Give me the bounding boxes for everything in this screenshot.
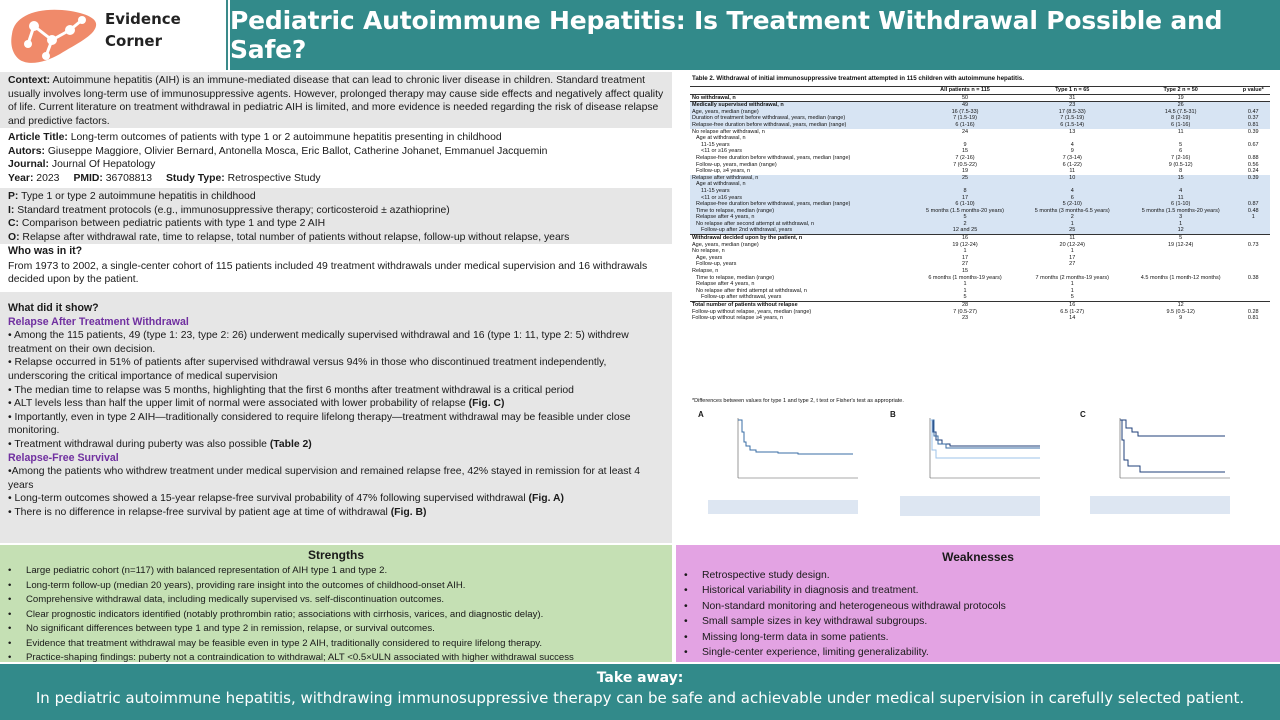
withdrawal-table xyxy=(690,86,1270,322)
strength-item: • Practice-shaping findings: puberty not a contraindication to withdrawal; ALT <0.5×ULN associated with higher withdrawal success xyxy=(8,651,672,666)
page-title: Pediatric Autoimmune Hepatitis: Is Treatment Withdrawal Possible and Safe? xyxy=(230,6,1223,64)
table-caption: Table 2. Withdrawal of initial immunosuppressive treatment attempted in 115 children with autoimmune hepatitis. xyxy=(692,75,1024,82)
pico-i: Standard treatment protocols (e.g., immunosuppressive therapy; corticosteroid ± azathioprine) xyxy=(14,204,450,216)
table-cell: 16 (7.5-33) xyxy=(910,109,1019,116)
table-cell: 23 xyxy=(961,315,969,322)
takeaway-heading: Take away: xyxy=(596,670,684,686)
relapse-subheading: Relapse After Treatment Withdrawal xyxy=(8,315,189,328)
table-cell: 7 (1.5-19) xyxy=(1020,115,1125,122)
table-cell: 14 xyxy=(1069,315,1076,322)
table-cell: 0.37 xyxy=(1237,115,1270,122)
table-row xyxy=(690,214,1270,221)
table-row xyxy=(690,175,1270,182)
table-cell xyxy=(1237,148,1270,155)
finding-2: • Relapse occurred in 51% of patients after supervised withdrawal versus 94% in those who discontinued treatment independently, underscoring the critical importance of medical supervision xyxy=(8,357,607,382)
table-cell: 28 xyxy=(910,302,1019,309)
article-title: Long-term outcomes of patients with type 1 or 2 autoimmune hepatitis presenting in childhood xyxy=(67,132,502,143)
pmid-label: PMID: xyxy=(73,172,103,184)
table-cell: 19 xyxy=(961,168,969,175)
table-cell: 9 (0.5-12) xyxy=(1168,161,1193,168)
table-row xyxy=(690,281,1270,288)
table-cell xyxy=(1237,102,1270,109)
finding-9-ref: (Fig. B) xyxy=(390,506,427,518)
km-plot-c xyxy=(1080,410,1250,520)
km-figure-c xyxy=(1080,410,1250,520)
table-cell: No withdrawal, n xyxy=(692,94,736,101)
authors-label: Autors: xyxy=(8,145,45,157)
table-cell: Age at withdrawal, n xyxy=(690,181,910,188)
table-cell: 6 (1.5-14) xyxy=(1020,122,1125,129)
table-cell: 50 xyxy=(961,94,969,101)
weakness-item: • Missing long-term data in some patients. xyxy=(684,630,1280,645)
table-row xyxy=(690,201,1270,208)
table-cell: 23 xyxy=(1020,102,1125,109)
table-cell: 5 xyxy=(910,214,1019,221)
table-cell: 49 xyxy=(910,102,1019,109)
table-cell: 0.87 xyxy=(1237,201,1270,208)
pico-o: Relapse after withdrawal rate, time to relapse, total number of patients without relapse, follow-up without relapse, years xyxy=(19,231,570,243)
table-cell: <11 or ≥16 years xyxy=(690,195,910,202)
table-cell xyxy=(1237,188,1270,195)
table-row xyxy=(690,288,1270,295)
table-cell xyxy=(910,135,1019,142)
strength-item: • Large pediatric cohort (n=117) with balanced representation of AIH type 1 and type 2. xyxy=(8,564,672,579)
table-cell xyxy=(1237,227,1270,234)
findings-box xyxy=(0,292,672,543)
table-cell: 6 (1-16) xyxy=(1125,122,1237,129)
table-cell: 5 xyxy=(1179,141,1183,148)
table-cell: 11-15 years xyxy=(690,188,910,195)
table-cell: Relapse-free duration before withdrawal, years, median (range) xyxy=(690,122,910,129)
table-cell: 0.81 xyxy=(1237,122,1270,129)
table-row xyxy=(690,102,1270,109)
table-row xyxy=(690,255,1270,262)
table-header-cell: Type 2 n = 50 xyxy=(1125,87,1237,95)
table-cell: Age, years xyxy=(696,254,723,261)
table-cell: 6 (1-10) xyxy=(1125,201,1237,208)
table-cell: 11 xyxy=(1177,128,1184,135)
table-cell xyxy=(1020,181,1125,188)
fig-a-label: A xyxy=(698,410,704,419)
km-figure-a xyxy=(698,410,863,520)
table-cell: 13 xyxy=(1069,128,1076,135)
table-cell: 11 xyxy=(1020,235,1125,242)
who-heading: Who was in it? xyxy=(8,245,83,257)
table-cell: 26 xyxy=(1125,102,1237,109)
table-cell: 7 (0.5-27) xyxy=(953,308,977,315)
table-row xyxy=(690,294,1270,301)
table-row xyxy=(690,235,1270,242)
table-row xyxy=(690,302,1270,309)
finding-8-ref: (Fig. A) xyxy=(528,493,564,505)
table-row xyxy=(690,115,1270,122)
table-cell xyxy=(1237,221,1270,228)
table-cell xyxy=(1125,261,1237,268)
table-cell: Age at withdrawal, n xyxy=(696,135,746,142)
table-cell: 1 xyxy=(1070,248,1074,255)
table-cell: 2 xyxy=(910,221,1019,228)
table-header-cell: p value* xyxy=(1237,87,1270,95)
table-cell xyxy=(1237,281,1270,288)
strength-item: • Long-term follow-up (median 20 years), providing rare insight into the outcomes of childhood-onset AIH. xyxy=(8,579,672,594)
year-label: Year: xyxy=(8,172,34,184)
table-cell: 7 (2-16) xyxy=(1171,154,1191,161)
table-cell: Follow-up, years, median (range) xyxy=(696,161,777,168)
table-cell: 0.28 xyxy=(1247,308,1259,315)
context-label: Context: xyxy=(8,75,51,86)
pico-box xyxy=(0,188,672,244)
rfs-subheading: Relapse-Free Survival xyxy=(8,451,119,464)
table-header-cell xyxy=(690,87,910,95)
table-cell: 1 xyxy=(963,281,967,288)
table-cell: 9.5 (0.5-12) xyxy=(1166,308,1195,315)
journal-label: Journal: xyxy=(8,159,49,171)
table-row xyxy=(690,162,1270,169)
table-cell: Withdrawal decided upon by the patient, n xyxy=(690,235,910,242)
table-cell: 5 (2-10) xyxy=(1020,201,1125,208)
table-row xyxy=(690,208,1270,215)
finding-7: •Among the patients who withdrew treatment under medical supervision and remained relapse free, 42% stayed in remission for at least 4 years xyxy=(8,466,641,491)
table-cell: 8 xyxy=(1179,168,1183,175)
table-cell: 27 xyxy=(961,261,969,268)
strengths-list xyxy=(0,564,672,666)
strengths-heading: Strengths xyxy=(307,548,364,562)
authors: Giuseppe Maggiore, Olivier Bernard, Antonella Mosca, Eric Ballot, Catherine Johanet, Emmanuel Jacquemin xyxy=(44,145,548,157)
findings-heading: What did it show? xyxy=(8,302,99,314)
table-cell: 6 (1-22) xyxy=(1062,161,1082,168)
table-cell: 0.48 xyxy=(1237,208,1270,215)
table-cell: 19 (12-24) xyxy=(952,241,978,248)
table-cell: 6 months (1 months-19 years) xyxy=(928,274,1002,281)
table-row xyxy=(690,242,1270,249)
finding-6: • Treatment withdrawal during puberty was also possible xyxy=(8,438,270,450)
weaknesses-box xyxy=(676,545,1280,662)
strength-item: • No significant differences between type 1 and type 2 in remission, relapse, or survival outcomes. xyxy=(8,622,672,637)
table-cell: 6 (1-16) xyxy=(910,122,1019,129)
table-cell: 7 (2-16) xyxy=(955,154,975,161)
table-cell: 6.5 (1-27) xyxy=(1060,308,1085,315)
table-row xyxy=(690,181,1270,188)
table-cell: Age, years, median (range) xyxy=(690,109,910,116)
table-cell: Total number of patients without relapse xyxy=(690,302,910,309)
table-cell: 8 xyxy=(910,188,1019,195)
journal: Journal Of Hepatology xyxy=(49,159,156,171)
page-title-bar xyxy=(230,0,1280,70)
table-cell: Follow-up after withdrawal, years xyxy=(701,294,782,301)
table-cell: 5 xyxy=(1070,294,1074,301)
table-cell: Time to relapse, median (range) xyxy=(696,274,775,281)
table-row xyxy=(690,309,1270,316)
table-cell: Relapse after withdrawal, n xyxy=(690,175,910,182)
pico-p: Type 1 or type 2 autoimmune hepatitis in childhood xyxy=(18,191,256,202)
table-cell: 2 xyxy=(1020,214,1125,221)
finding-5: • Importantly, even in type 2 AIH—traditionally considered to require lifelong therapy—treatment withdrawal may be feasible under close monitoring. xyxy=(8,411,631,437)
fig-b-label: B xyxy=(890,410,896,419)
finding-6-ref: (Table 2) xyxy=(269,438,312,450)
km-plot-b xyxy=(890,410,1055,520)
table-cell: No relapse after withdrawal, n xyxy=(692,128,765,135)
logo-text: Evidence Corner xyxy=(105,10,181,50)
table-row xyxy=(690,268,1270,275)
table-row xyxy=(690,94,1270,102)
article-title-label: Article Title: xyxy=(8,132,68,143)
table-cell xyxy=(1237,261,1270,268)
table-cell: 0.38 xyxy=(1247,274,1259,281)
finding-8: • Long-term outcomes showed a 15-year relapse-free survival probability of 47% following supervised withdrawal xyxy=(8,493,529,505)
table-row xyxy=(690,168,1270,175)
table-cell: Age, years, median (range) xyxy=(692,241,759,248)
takeaway-bar xyxy=(0,664,1280,720)
table-cell: Medically supervised withdrawal, n xyxy=(690,102,910,109)
table-cell xyxy=(1125,268,1237,275)
who-box xyxy=(0,243,672,289)
table-cell: 9 xyxy=(963,141,967,148)
pico-c: Comparison between pediatric patients with type 1 and type 2 AIH xyxy=(18,218,326,230)
strength-item: • Comprehensive withdrawal data, including medically supervised vs. self-discontinuation outcomes. xyxy=(8,593,672,608)
weakness-item: • Retrospective study design. xyxy=(684,568,1280,583)
context-box xyxy=(0,72,672,128)
context-text: Autoimmune hepatitis (AIH) is an immune-mediated disease that can lead to chronic liver disease in children. Standard treatment usually involves long-term use of immunosuppressive agents. However, prolonged therapy may cause side effects and negatively affect quality of life. Current literature on treatment withdrawal in pediatric AIH is limited, and more evidence is needed regarding the risk of disease relapse and predictive factors. xyxy=(8,75,664,127)
table-cell: 4 xyxy=(1125,188,1237,195)
table-cell: 6 xyxy=(1020,195,1125,202)
table-cell: 4 xyxy=(1020,188,1125,195)
table-cell: 16 xyxy=(910,235,1019,242)
table-cell: 1 xyxy=(1070,281,1074,288)
table-cell: No relapse after third attempt at withdrawal, n xyxy=(696,287,807,294)
table-cell: 15 xyxy=(1125,175,1237,182)
finding-3: • The median time to relapse was 5 months, highlighting that the first 6 months after treatment withdrawal is a critical period xyxy=(8,384,574,396)
table-cell xyxy=(1125,135,1237,142)
table-cell: 12 xyxy=(1125,227,1237,234)
table-row xyxy=(690,261,1270,268)
table-cell: 3 xyxy=(1125,214,1237,221)
table-row xyxy=(690,148,1270,155)
table-cell: 4.5 months (1 month-12 months) xyxy=(1140,274,1221,281)
table-cell: 27 xyxy=(1069,261,1076,268)
table-cell: Duration of treatment before withdrawal, years, median (range) xyxy=(690,115,910,122)
table-cell: 17 xyxy=(910,195,1019,202)
table-cell: 0.88 xyxy=(1247,154,1259,161)
table-cell: Relapse, n xyxy=(692,268,719,275)
table-cell: Relapse after 4 years, n xyxy=(690,214,910,221)
table-cell: Follow-up, years xyxy=(696,261,737,268)
table-cell: 0.39 xyxy=(1237,175,1270,182)
table-cell: 24 xyxy=(961,128,969,135)
table-cell: 6 (1-10) xyxy=(910,201,1019,208)
weaknesses-heading: Weaknesses xyxy=(942,550,1014,564)
table-row xyxy=(690,135,1270,142)
table-figure-panel xyxy=(680,72,1280,542)
table-row xyxy=(690,248,1270,255)
finding-4-ref: (Fig. C) xyxy=(468,398,505,410)
who-text: From 1973 to 2002, a single-center cohort of 115 patients included 49 treatment withdrawals under medical supervision and 16 withdrawals decided upon by the patient. xyxy=(8,260,648,286)
table-cell: Relapse-free duration before withdrawal, years, median (range) xyxy=(690,201,910,208)
table-cell: 25 xyxy=(910,175,1019,182)
table-cell: No relapse, n xyxy=(692,248,725,255)
table-cell: 7 (3-14) xyxy=(1062,154,1082,161)
table-cell: 19 xyxy=(1177,94,1184,101)
table-cell: Follow-up without relapse, years, median (range) xyxy=(692,308,812,315)
table-cell: 17 xyxy=(961,254,969,261)
strength-item: • Evidence that treatment withdrawal may be feasible even in type 2 AIH, traditionally considered to require lifelong therapy. xyxy=(8,637,672,652)
table-cell xyxy=(1237,268,1270,275)
table-header-cell: All patients n = 115 xyxy=(910,87,1019,95)
table-cell xyxy=(1125,288,1237,295)
table-cell xyxy=(1125,181,1237,188)
table-cell: 9 xyxy=(1179,315,1183,322)
table-cell: 1 xyxy=(1020,221,1125,228)
table-cell xyxy=(1020,135,1125,142)
pmid: 36708813 xyxy=(102,172,152,184)
table-cell xyxy=(1237,94,1270,102)
table-cell: 1 xyxy=(963,287,967,294)
weakness-item: • Small sample sizes in key withdrawal subgroups. xyxy=(684,614,1280,629)
table-cell xyxy=(1125,281,1237,288)
table-cell: 19 (12-24) xyxy=(1167,241,1194,248)
table-cell: 9 xyxy=(1070,148,1074,155)
table-cell: 31 xyxy=(1069,94,1076,101)
table-row xyxy=(690,195,1270,202)
pico-i-label: I: xyxy=(8,204,15,216)
table-cell: 1 xyxy=(1070,287,1074,294)
table-cell: 5 months (3 months-6.5 years) xyxy=(1020,208,1125,215)
table-cell xyxy=(1125,248,1237,255)
table-cell: 12 and 25 xyxy=(910,227,1019,234)
table-cell: 0.24 xyxy=(1247,168,1259,175)
table-cell: 0.47 xyxy=(1237,109,1270,116)
finding-1: • Among the 115 patients, 49 (type 1: 23, type 2: 26) underwent medically supervised withdrawal and 16 (type 1: 11, type 2: 5) withdrew treatment on their own decision. xyxy=(8,330,629,355)
table-cell: 10 xyxy=(1020,175,1125,182)
liver-network-icon xyxy=(6,4,102,68)
table-cell xyxy=(1237,288,1270,295)
table-cell: 5 xyxy=(963,294,967,301)
table-cell xyxy=(1237,248,1270,255)
table-cell: 8 (2-19) xyxy=(1125,115,1237,122)
table-cell: Follow-up without relapse ≥4 years, n xyxy=(692,315,784,322)
table-cell: 25 xyxy=(1020,227,1125,234)
table-cell: 1 xyxy=(1125,221,1237,228)
table-cell: 7 (1.5-19) xyxy=(910,115,1019,122)
table-cell: 0.56 xyxy=(1247,161,1259,168)
takeaway-text: In pediatric autoimmune hepatitis, withdrawing immunosuppressive therapy can be safe and achievable under medical supervision in carefully selected patient. xyxy=(35,689,1245,707)
table-cell: 5 months (1.5 months-20 years) xyxy=(910,208,1019,215)
finding-9: • There is no difference in relapse-free survival by patient age at time of withdrawal xyxy=(8,506,391,518)
table-cell: 11 xyxy=(1069,168,1076,175)
weakness-item: • Single-center experience, limiting generalizability. xyxy=(684,645,1280,660)
table-row xyxy=(690,221,1270,228)
table-cell: 15 xyxy=(961,148,969,155)
table-cell xyxy=(1237,302,1270,309)
table-row xyxy=(690,129,1270,136)
fig-c-label: C xyxy=(1080,410,1086,419)
table-cell: 11 xyxy=(1125,195,1237,202)
table-cell: Relapse after 4 years, n xyxy=(696,281,755,288)
pico-o-label: O: xyxy=(8,231,20,243)
strength-item: • Clear prognostic indicators identified (notably prothrombin ratio; associations with cirrhosis, varices, and diagnostic delay). xyxy=(8,608,672,623)
study-type: Retrospective Study xyxy=(224,172,321,184)
table-cell: 16 xyxy=(1020,302,1125,309)
table-cell: 6 xyxy=(1179,148,1183,155)
weakness-item: • Historical variability in diagnosis and treatment. xyxy=(684,583,1280,598)
weakness-item: • Non-standard monitoring and heterogeneous withdrawal protocols xyxy=(684,599,1280,614)
strengths-box xyxy=(0,545,672,662)
table-cell xyxy=(1237,195,1270,202)
logo xyxy=(0,0,228,70)
table-cell: 11-15 years xyxy=(701,141,730,148)
pico-c-label: C: xyxy=(8,218,19,230)
table-cell: 0.39 xyxy=(1247,128,1259,135)
table-row xyxy=(690,109,1270,116)
table-cell xyxy=(1020,268,1125,275)
table-footnote: *Differences between values for type 1 and type 2, t test or Fisher's test as appropriate. xyxy=(692,398,904,404)
table-row xyxy=(690,188,1270,195)
table-cell: 7 (0.5-22) xyxy=(953,161,977,168)
table-cell: 5 months (1.5 months-20 years) xyxy=(1125,208,1237,215)
table-cell: 12 xyxy=(1125,302,1237,309)
table-cell xyxy=(1237,181,1270,188)
table-cell xyxy=(1237,135,1270,142)
article-box xyxy=(0,129,672,187)
table-cell: 1 xyxy=(1237,214,1270,221)
table-cell xyxy=(1125,255,1237,262)
table-cell: 20 (12-24) xyxy=(1059,241,1085,248)
table-cell: 5 xyxy=(1125,235,1237,242)
table-row xyxy=(690,227,1270,234)
table-cell xyxy=(1125,294,1237,301)
table-row xyxy=(690,315,1270,322)
table-cell xyxy=(1237,255,1270,262)
table-row xyxy=(690,142,1270,149)
km-plot-a xyxy=(698,410,863,520)
table-cell: 17 (8.5-33) xyxy=(1020,109,1125,116)
table-row xyxy=(690,275,1270,282)
finding-4: • ALT levels less than half the upper limit of normal were associated with lower probability of relapse xyxy=(8,398,469,410)
table-cell: 15 xyxy=(961,268,969,275)
table-header-cell: Type 1 n = 65 xyxy=(1020,87,1125,95)
table-cell: 14.5 (7.5-31) xyxy=(1125,109,1237,116)
table-row xyxy=(690,155,1270,162)
km-figure-b xyxy=(890,410,1055,520)
pico-p-label: P: xyxy=(8,191,19,202)
table-cell xyxy=(1237,235,1270,242)
table-cell: Follow-up after 2nd withdrawal, years xyxy=(690,227,910,234)
year: 2023 xyxy=(33,172,60,184)
table-cell: 7 months (2 months-19 years) xyxy=(1035,274,1109,281)
table-cell: 0.67 xyxy=(1247,141,1259,148)
table-cell: Time to relapse, median (range) xyxy=(690,208,910,215)
table-cell: 0.81 xyxy=(1247,315,1259,322)
table-cell: <11 or ≥16 years xyxy=(701,148,742,155)
study-type-label: Study Type: xyxy=(166,172,225,184)
table-row xyxy=(690,122,1270,129)
table-cell: 1 xyxy=(963,248,967,255)
table-cell xyxy=(1237,294,1270,301)
table-cell: 0.73 xyxy=(1247,241,1259,248)
weaknesses-list xyxy=(676,568,1280,660)
table-cell: 17 xyxy=(1069,254,1076,261)
table-cell: 4 xyxy=(1070,141,1074,148)
table-cell: Follow-up, ≥4 years, n xyxy=(696,168,751,175)
table-cell: Relapse-free duration before withdrawal, years, median (range) xyxy=(696,154,851,161)
table-cell xyxy=(910,181,1019,188)
table-cell: No relapse after second attempt at withdrawal, n xyxy=(690,221,910,228)
